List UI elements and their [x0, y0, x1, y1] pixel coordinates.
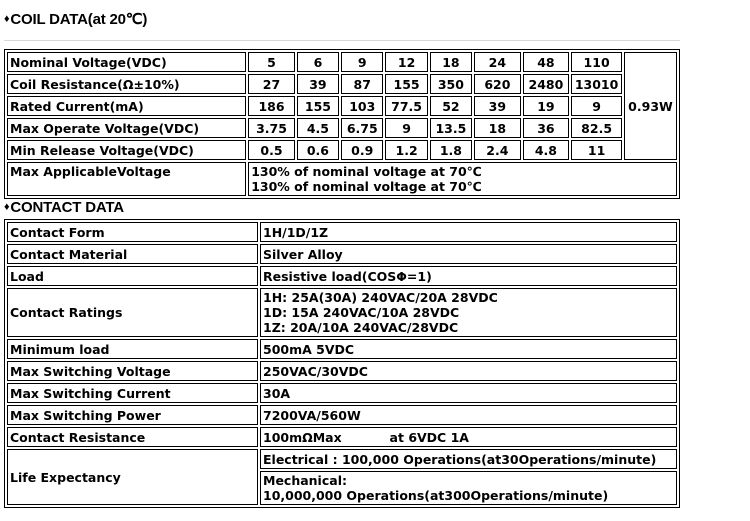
contact-value-line: 1H/1D/1Z	[263, 224, 329, 240]
coil-data-title: COIL DATA(at 20℃)	[10, 11, 148, 28]
coil-value-cell: 1.8	[430, 140, 472, 160]
coil-value-cell: 2480	[523, 74, 570, 94]
coil-value-cell: 4.8	[523, 140, 570, 160]
coil-value-cell: 13010	[571, 74, 622, 94]
contact-life-electrical: Electrical : 100,000 Operations(at30Operations/minute)	[260, 449, 677, 469]
coil-value-cell: 0.9	[341, 140, 383, 160]
contact-row-label: Max Switching Current	[7, 383, 258, 403]
contact-row-value	[260, 266, 677, 286]
coil-applicable-label: Max ApplicableVoltage	[7, 162, 246, 196]
coil-data-heading	[4, 10, 147, 28]
coil-table-row	[7, 118, 677, 138]
diamond-bullet-icon: ♦	[4, 201, 10, 213]
coil-power-cell: 0.93W	[624, 52, 677, 160]
contact-value-line: Silver Alloy	[263, 246, 343, 262]
coil-value-cell: 155	[297, 96, 339, 116]
contact-row-value	[260, 244, 677, 264]
coil-value-cell: 36	[523, 118, 570, 138]
coil-data-table	[4, 49, 680, 199]
diamond-bullet-icon: ♦	[4, 13, 10, 25]
contact-table-row	[7, 339, 677, 359]
coil-applicable-row	[7, 162, 677, 196]
contact-table-row	[7, 222, 677, 242]
coil-value-cell: 39	[297, 74, 339, 94]
coil-row-label: Rated Current(mA)	[7, 96, 246, 116]
coil-row-label: Nominal Voltage(VDC)	[7, 52, 246, 72]
coil-value-cell: 77.5	[385, 96, 427, 116]
coil-row-label: Max Operate Voltage(VDC)	[7, 118, 246, 138]
contact-row-label: Load	[7, 266, 258, 286]
coil-value-cell: 155	[385, 74, 427, 94]
coil-value-cell: 0.5	[248, 140, 295, 160]
coil-value-cell: 2.4	[474, 140, 521, 160]
contact-value-line: 500mA 5VDC	[263, 341, 355, 357]
coil-row-label: Coil Resistance(Ω±10%)	[7, 74, 246, 94]
contact-value-line: Resistive load(COSΦ=1)	[263, 268, 432, 284]
coil-value-cell: 5	[248, 52, 295, 72]
coil-value-cell: 52	[430, 96, 472, 116]
coil-value-cell: 48	[523, 52, 570, 72]
contact-life-label: Life Expectancy	[7, 449, 258, 505]
contact-table-row	[7, 427, 677, 447]
contact-table-row	[7, 244, 677, 264]
coil-value-cell: 24	[474, 52, 521, 72]
contact-table-row	[7, 383, 677, 403]
contact-life-mechanical	[260, 471, 677, 505]
contact-value-line: 30A	[263, 385, 291, 401]
coil-applicable-value	[248, 162, 677, 196]
coil-applicable-line: 130% of nominal voltage at 70℃	[251, 179, 482, 194]
coil-table-row	[7, 74, 677, 94]
contact-row-value	[260, 222, 677, 242]
contact-table-row	[7, 405, 677, 425]
contact-life-mechanical-line: Mechanical:	[263, 473, 347, 488]
coil-value-cell: 18	[430, 52, 472, 72]
coil-value-cell: 4.5	[297, 118, 339, 138]
coil-value-cell: 350	[430, 74, 472, 94]
contact-data-title: CONTACT DATA	[10, 199, 124, 216]
contact-data-heading	[4, 199, 124, 216]
coil-table-row	[7, 140, 677, 160]
contact-row-value	[260, 288, 677, 337]
contact-value-line: 7200VA/560W	[263, 407, 361, 423]
contact-table-row	[7, 361, 677, 381]
contact-table-row	[7, 288, 677, 337]
coil-row-label: Min Release Voltage(VDC)	[7, 140, 246, 160]
coil-value-cell: 82.5	[571, 118, 622, 138]
contact-row-value	[260, 427, 677, 447]
coil-value-cell: 110	[571, 52, 622, 72]
coil-value-cell: 3.75	[248, 118, 295, 138]
contact-row-label: Max Switching Voltage	[7, 361, 258, 381]
contact-row-label: Contact Form	[7, 222, 258, 242]
coil-value-cell: 9	[385, 118, 427, 138]
coil-value-cell: 13.5	[430, 118, 472, 138]
contact-row-label: Max Switching Power	[7, 405, 258, 425]
contact-row-label: Minimum load	[7, 339, 258, 359]
contact-row-value	[260, 361, 677, 381]
contact-row-value	[260, 383, 677, 403]
coil-value-cell: 18	[474, 118, 521, 138]
contact-value-line: 1D: 15A 240VAC/10A 28VDC	[263, 305, 460, 320]
contact-data-table	[4, 219, 680, 508]
contact-row-label: Contact Ratings	[7, 288, 258, 337]
coil-value-cell: 9	[571, 96, 622, 116]
coil-value-cell: 87	[341, 74, 383, 94]
contact-value-line: 250VAC/30VDC	[263, 363, 368, 379]
coil-value-cell: 11	[571, 140, 622, 160]
coil-value-cell: 103	[341, 96, 383, 116]
coil-table-row	[7, 52, 677, 72]
contact-table-row	[7, 266, 677, 286]
contact-life-row	[7, 449, 677, 469]
coil-value-cell: 6	[297, 52, 339, 72]
coil-value-cell: 186	[248, 96, 295, 116]
contact-life-mechanical-line: 10,000,000 Operations(at300Operations/minute)	[263, 488, 609, 503]
coil-value-cell: 39	[474, 96, 521, 116]
coil-value-cell: 9	[341, 52, 383, 72]
contact-row-label: Contact Material	[7, 244, 258, 264]
contact-row-value	[260, 339, 677, 359]
coil-applicable-line: 130% of nominal voltage at 70℃	[251, 164, 482, 179]
coil-value-cell: 1.2	[385, 140, 427, 160]
contact-value-line: 1Z: 20A/10A 240VAC/28VDC	[263, 320, 459, 335]
contact-row-value	[260, 405, 677, 425]
coil-value-cell: 19	[523, 96, 570, 116]
heading-divider	[4, 40, 680, 41]
coil-value-cell: 620	[474, 74, 521, 94]
coil-value-cell: 0.6	[297, 140, 339, 160]
coil-value-cell: 12	[385, 52, 427, 72]
contact-value-line: 1H: 25A(30A) 240VAC/20A 28VDC	[263, 290, 498, 305]
contact-value-line: 100mΩMax at 6VDC 1A	[263, 429, 469, 445]
coil-table-row	[7, 96, 677, 116]
coil-value-cell: 6.75	[341, 118, 383, 138]
coil-value-cell: 27	[248, 74, 295, 94]
contact-row-label: Contact Resistance	[7, 427, 258, 447]
